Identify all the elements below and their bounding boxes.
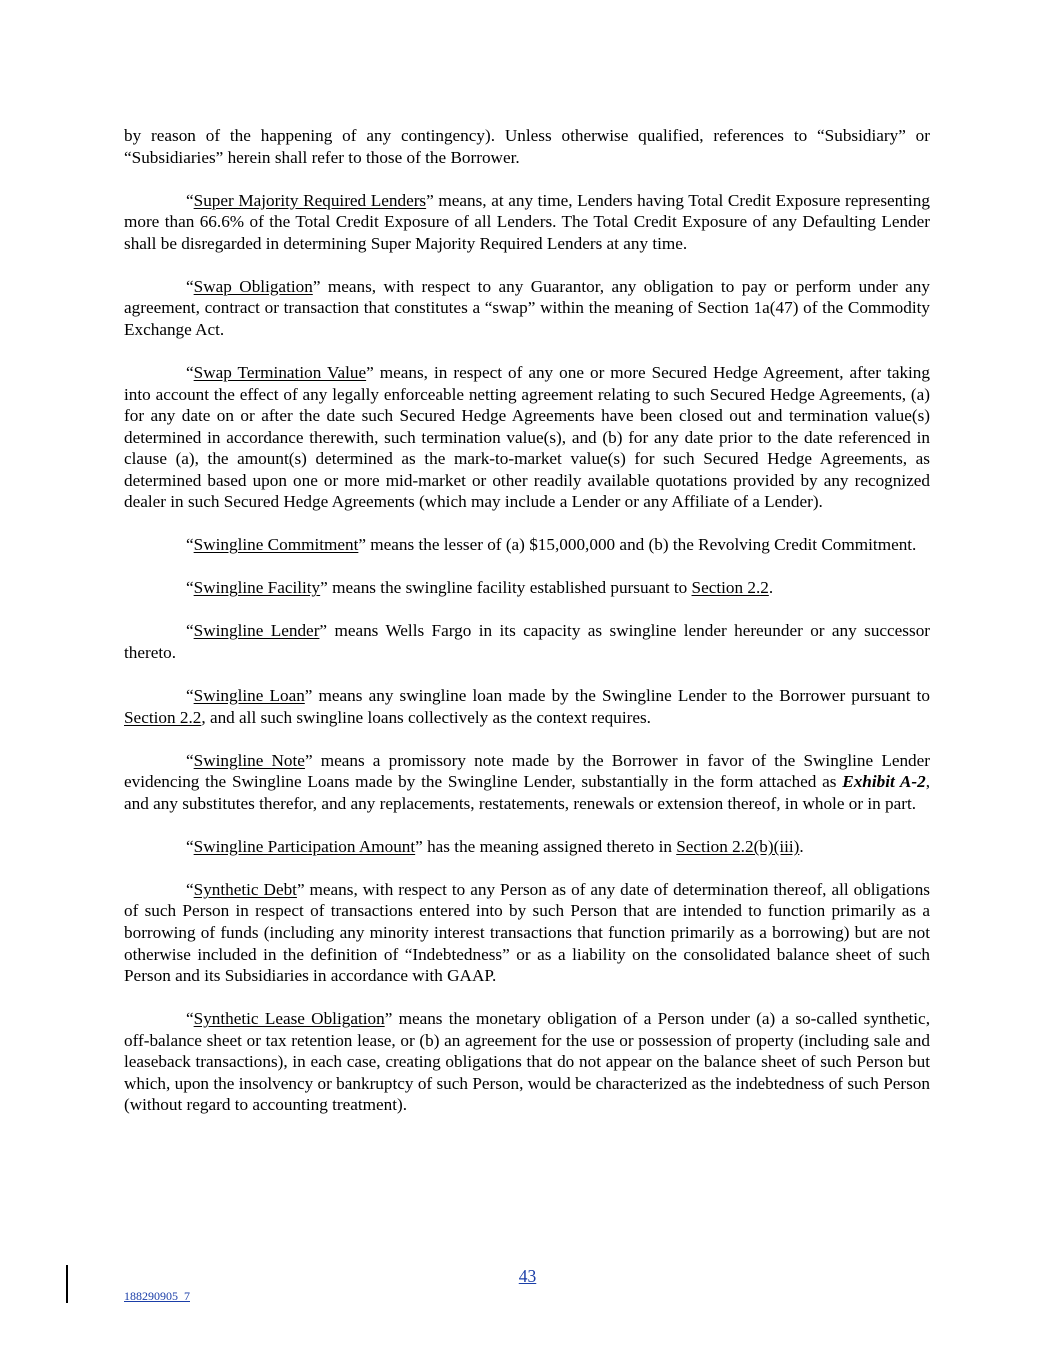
definition-text: ” means, at any time, Lenders having Total Credit Exposure representing more than 66.6% of the Total Credit Exposure of all Lenders. The Total Credit Exposure of any Defaulting Lender shall be disregarded in determining Super Majority Required Lenders at any time. [124,190,930,253]
page-number-link[interactable]: 43 [518,1266,537,1286]
open-quote: “ [186,190,194,210]
paragraph-text: by reason of the happening of any contingency). Unless otherwise qualified, references to “Subsidiary” or “Subsidiaries” herein shall refer to those of the Borrower. [124,126,930,167]
open-quote: “ [186,535,194,555]
defined-term: Synthetic Lease Obligation [193,1009,385,1029]
definition-text: ” means, with respect to any Person as of any date of determination thereof, all obligations of such Person in respect of transactions entered into by such Person that are intended to function primarily as a borrowing of funds (including any minority interest transactions that function primarily as a borrowing) but are not otherwise included in the definition of “Indebtedness” or as a liability on the consolidated balance sheet of such Person and its Subsidiaries in accordance with GAAP. [124,879,930,986]
definition-text: ” means the lesser of (a) $15,000,000 and (b) the Revolving Credit Commitment. [358,535,917,555]
open-quote: “ [186,750,194,770]
definition-swingline-note [124,750,930,815]
definition-text: ” means a promissory note made by the Borrower in favor of the Swingline Lender evidencing the Swingline Loans made by the Swingline Lender, substantially in the form attached as [124,750,930,792]
defined-term: Swingline Participation Amount [193,836,416,856]
definition-text-end: , and all such swingline loans collectively as the context requires. [201,707,651,727]
defined-term: Swingline Commitment [193,535,359,555]
definition-text-end: , and any substitutes therefor, and any replacements, restatements, renewals or extension thereof, in whole or in part. [124,772,930,813]
defined-term: Swingline Loan [193,686,305,706]
open-quote: “ [186,578,194,598]
definition-text: ” means the swingline facility established pursuant to [320,578,692,598]
definition-synthetic-lease-obligation [124,1008,930,1116]
definition-text-end: . [799,836,804,856]
definition-swingline-commitment [124,534,930,556]
definition-swingline-lender [124,620,930,663]
definition-swap-termination-value [124,362,930,513]
section-reference: Section 2.2 [124,707,202,727]
defined-term: Swingline Note [193,750,305,770]
defined-term: Swap Termination Value [193,362,367,382]
exhibit-reference: Exhibit A-2 [842,772,926,792]
open-quote: “ [186,879,194,899]
definition-text: ” means any swingline loan made by the Swingline Lender to the Borrower pursuant to [304,686,930,706]
document-id-link[interactable]: 188290905_7 [124,1289,190,1303]
definition-text: ” means the monetary obligation of a Person under (a) a so-called synthetic, off-balance sheet or tax retention lease, or (b) an agreement for the use or possession of property (including sale and leaseback transactions), in each case, creating obligations that do not appear on the balance sheet of such Person but which, upon the insolvency or bankruptcy of such Person, would be characterized as the indebtedness of such Person (without regard to accounting treatment). [124,1009,930,1115]
definition-text: ” means Wells Fargo in its capacity as swingline lender hereunder or any successor thereto. [124,621,931,663]
definition-text: ” means, in respect of any one or more Secured Hedge Agreement, after taking into account the effect of any legally enforceable netting agreement relating to such Secured Hedge Agreements, (a) for any date on or after the date such Secured Hedge Agreements have been closed out and termination value(s) determined in accordance therewith, such termination value(s), and (b) for any date prior to the date referenced in clause (a), the amount(s) determined as the mark-to-market value(s) for such Secured Hedge Agreements, as determined based upon one or more mid-market or other readily available quotations provided by any recognized dealer in such Secured Hedge Agreements (which may include a Lender or any Affiliate of a Lender). [124,362,930,512]
section-reference: Section 2.2 [691,578,769,598]
defined-term: Super Majority Required Lenders [193,190,427,210]
open-quote: “ [186,362,194,382]
definition-text-end: . [768,578,774,598]
definition-swingline-loan [124,685,930,728]
defined-term: Swingline Lender [193,621,320,641]
definition-swingline-facility [124,577,930,599]
definition-synthetic-debt [124,879,930,987]
definition-swingline-participation-amount [124,836,930,858]
open-quote: “ [186,1009,194,1029]
section-reference: Section 2.2(b)(iii) [676,836,800,856]
definition-text: ” has the meaning assigned thereto in [415,836,677,856]
open-quote: “ [186,686,194,706]
open-quote: “ [186,276,194,296]
open-quote: “ [186,836,194,856]
document-body [124,125,930,1137]
paragraph-continuation [124,125,930,168]
open-quote: “ [186,621,194,641]
definition-swap-obligation [124,276,930,341]
definition-super-majority-required-lenders [124,190,930,255]
defined-term: Swap Obligation [193,276,313,296]
definition-text: ” means, with respect to any Guarantor, any obligation to pay or perform under any agreement, contract or transaction that constitutes a “swap” within the meaning of Section 1a(47) of the Commodity Exchange Act. [124,276,930,339]
defined-term: Swingline Facility [193,578,321,598]
defined-term: Synthetic Debt [193,879,297,899]
